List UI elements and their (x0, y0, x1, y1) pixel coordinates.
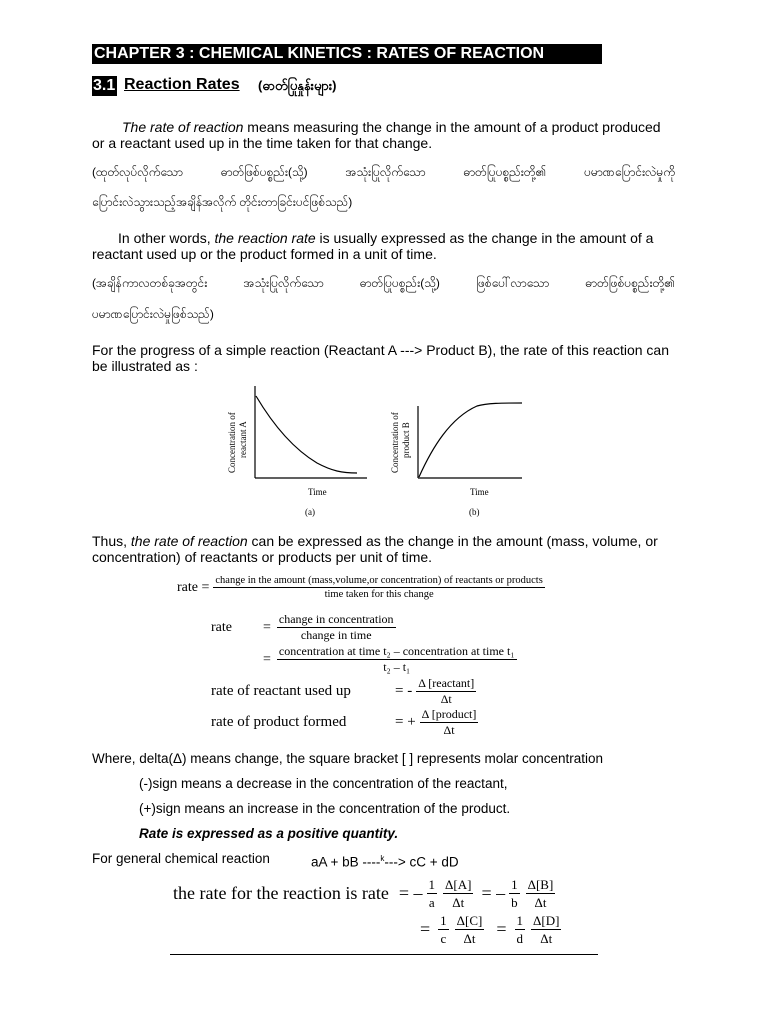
fraction-denominator: d (516, 931, 524, 946)
equation-rate-times (263, 644, 517, 675)
fraction-numerator: 1 (511, 877, 518, 892)
fraction (438, 912, 449, 947)
section-number: 3.1 (93, 77, 116, 94)
equals-sign: = (263, 651, 271, 667)
graph-b-ylabel: Concentration of (390, 412, 400, 473)
fraction (427, 876, 438, 911)
general-reaction-equation (311, 851, 459, 871)
fraction-numerator: Δ[A] (445, 877, 472, 892)
fraction (277, 644, 517, 675)
fraction-numerator: Δ [product] (421, 707, 477, 721)
fraction-denominator: t₂ – t₁ (383, 660, 411, 674)
fraction-numerator: concentration at time t₂ – concentration at time t₁ (278, 644, 515, 658)
note-positive-quantity: Rate is expressed as a positive quantity. (139, 826, 399, 841)
equation-lhs: rate of product formed (211, 714, 347, 730)
equation-lhs: the rate for the reaction is rate (173, 883, 389, 903)
concentration-graphs (222, 378, 542, 523)
body-text: means measuring the change in the amount of a product produced or a reactant used up in the time taken for that change. (92, 119, 661, 151)
reaction-left: aA + bB ---- (311, 854, 381, 870)
fraction-denominator: c (440, 931, 447, 946)
fraction-numerator: 1 (516, 913, 524, 928)
fraction-numerator: change in the amount (mass,volume,or concentration) of reactants or products (215, 575, 543, 586)
section-title-mm: (ဓာတ်ပြုနှုန်းများ) (258, 78, 337, 93)
fraction (416, 676, 476, 707)
equals-sign: = - (395, 683, 413, 699)
fraction-numerator: Δ[B] (527, 877, 554, 892)
equation-lhs: rate (211, 619, 232, 635)
equation-underline (170, 954, 598, 955)
fraction-denominator: Δt (452, 895, 465, 910)
graph-b-caption: (b) (469, 507, 480, 517)
graph-a-xlabel: Time (308, 487, 327, 497)
fraction (443, 876, 473, 911)
rate-constant: k (380, 854, 385, 863)
graph-a-ylabel: Concentration of (227, 412, 237, 473)
fraction (515, 912, 526, 947)
paragraph-mm-line: ပြောင်းလဲသွားသည့်အချိန်အလိုက် တိုင်းတာခြင်းပင်ဖြစ်သည်) (92, 195, 353, 209)
fraction (531, 912, 561, 947)
equation-rate-concentration (211, 612, 396, 643)
fraction-denominator: Δt (463, 931, 476, 946)
fraction-denominator: time taken for this change (324, 589, 434, 600)
equals-sign: = – (398, 883, 423, 903)
fraction-denominator: Δt (443, 723, 455, 737)
equation-lhs: rate = (177, 579, 210, 595)
paragraph-progress: For the progress of a simple reaction (Reactant A ---> Product B), the rate of this reaction can be illustrated as : (92, 342, 669, 374)
body-text: is usually expressed as the change in the amount of a reactant used up or the product formed in a unit of time. (92, 230, 654, 262)
emphasis-text: The rate of reaction (122, 119, 244, 135)
body-text: In other words, (118, 230, 215, 246)
fraction (455, 912, 485, 947)
fraction-denominator: Δt (440, 692, 452, 706)
graph-b-growth-curve (419, 403, 522, 477)
chapter-title: CHAPTER 3 : CHEMICAL KINETICS : RATES OF REACTION (92, 44, 602, 64)
graph-b-ylabel: product B (401, 422, 411, 458)
graph-a-decay-curve (256, 396, 357, 473)
fraction (509, 876, 520, 911)
equation-product-formed (211, 707, 478, 738)
paragraph-expression (92, 533, 675, 565)
note-where: Where, delta(Δ) means change, the square bracket [ ] represents molar concentration (92, 751, 604, 766)
fraction (213, 574, 544, 601)
paragraph-other-words (92, 230, 675, 262)
paragraph-mm-line: (အချိန်ကာလတစ်ခုအတွင်း အသုံးပြုလိုက်သော ဓာတ်ပြုပစ္စည်း(သို့) ဖြစ်ပေါ်လာသော ဓာတ်ဖြစ်ပစ္စည်းတို့၏ (92, 276, 675, 290)
equals-sign: = – (481, 883, 506, 903)
equation-lhs: rate of reactant used up (211, 683, 351, 699)
fraction-denominator: a (428, 895, 435, 910)
fraction-numerator: 1 (440, 913, 447, 928)
equals-sign: = + (395, 714, 416, 730)
equals-sign: = (496, 919, 507, 939)
equation-general-rate-bottom (420, 912, 561, 947)
equals-sign: = (420, 919, 431, 939)
body-text: can be expressed as the change in the amount (mass, volume, or concentration) of reactants or products per unit of time. (92, 533, 658, 565)
general-reaction-label: For general chemical reaction (92, 851, 270, 866)
fraction-numerator: Δ [reactant] (418, 676, 475, 690)
body-text: Thus, (92, 533, 131, 549)
fraction-numerator: change in concentration (278, 612, 394, 626)
reaction-right: ---> cC + dD (384, 854, 459, 870)
equation-reactant-used (211, 676, 476, 707)
fraction-denominator: change in time (300, 628, 372, 642)
fraction-denominator: Δt (540, 931, 553, 946)
equation-rate-amount (177, 574, 545, 601)
fraction-denominator: b (511, 895, 518, 910)
fraction-numerator: Δ[D] (533, 913, 560, 928)
paragraph-rate-definition (92, 119, 675, 151)
fraction (526, 876, 556, 911)
emphasis-text: the reaction rate (214, 230, 316, 246)
paragraph-mm-line: ပမာဏပြောင်းလဲမှုဖြစ်သည်) (92, 307, 214, 321)
emphasis-text: the rate of reaction (130, 533, 248, 549)
graph-a-caption: (a) (305, 507, 315, 517)
paragraph-mm-line: (ထုတ်လုပ်လိုက်သော ဓာတ်ဖြစ်ပစ္စည်း(သို့) အသုံးပြုလိုက်သော ဓာတ်ပြုပစ္စည်းတို့၏ ပမာဏပြောင်းလဲမှုကို (92, 165, 675, 179)
fraction-numerator: Δ[C] (456, 913, 483, 928)
graph-b-xlabel: Time (470, 487, 489, 497)
section-title: Reaction Rates (124, 76, 240, 93)
fraction-numerator: 1 (428, 877, 436, 892)
fraction-denominator: Δt (534, 895, 547, 910)
note-plus-sign: (+)sign means an increase in the concentration of the product. (139, 801, 511, 816)
equals-sign: = (263, 619, 271, 635)
fraction (277, 612, 396, 643)
graph-a-ylabel: reactant A (238, 421, 248, 458)
note-minus-sign: (-)sign means a decrease in the concentration of the reactant, (139, 776, 508, 791)
fraction (420, 707, 479, 738)
equation-general-rate-top (173, 876, 555, 911)
